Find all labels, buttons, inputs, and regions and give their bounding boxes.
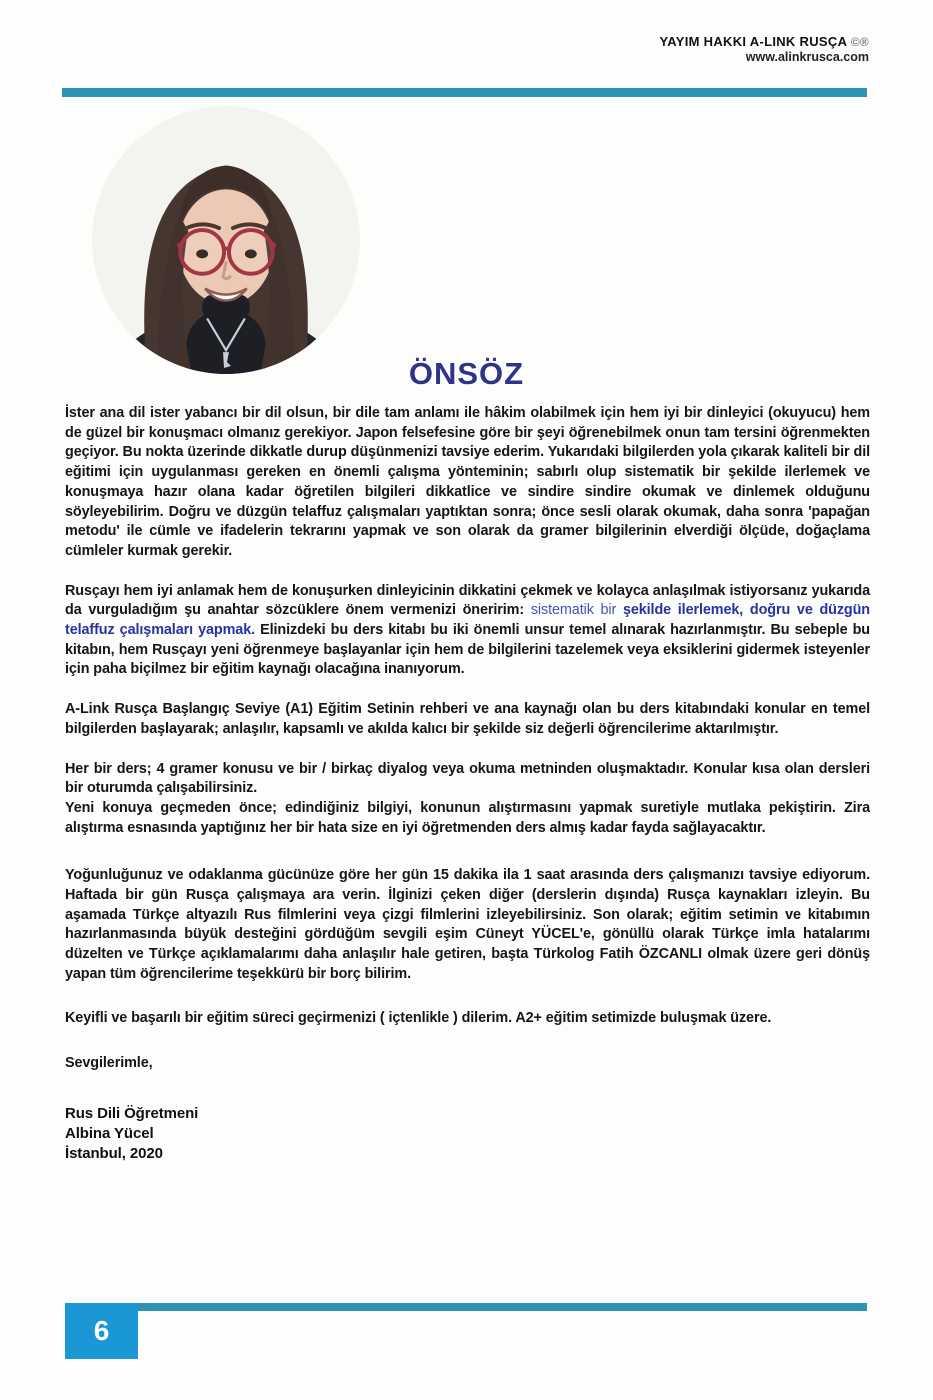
- paragraph-wishes: Keyifli ve başarılı bir eğitim süreci geçirmenizi ( içtenlikle ) dilerim. A2+ eğitim setimizde buluşmak üzere.: [65, 1009, 772, 1026]
- paragraph-lesson-structure: Her bir ders; 4 gramer konusu ve bir / birkaç diyalog veya okuma metninden oluşmaktadır. Konular kısa olan dersleri bir oturumda çalışabilirsiniz.: [65, 760, 870, 797]
- author-portrait-illustration: [92, 106, 360, 374]
- copyright-line: [659, 34, 869, 50]
- key-phrase-bold: şekilde ilerlemek, doğru ve düzgün telaffuz çalışmaları yapmak.: [65, 602, 870, 639]
- paragraph-key-advice-lead: Rusçayı hem iyi anlamak hem de konuşurken dinleyicinin dikkatini çekmek ve kolayca anlaşılmak istiyorsanız yukarıda da vurguladığım şu anahtar sözcüklere önem vermenizi öneririm:: [65, 582, 870, 619]
- paragraph-study-schedule: Yoğunluğunuz ve odaklanma gücünüze göre her gün 15 dakika ila 1 saat arasında ders çalışmanızı tavsiye ediyorum. Haftada bir gün Rusça çalışmaya ara verin. İlginizi çeken diğer (derslerin dışında) Rusça kaynakları izleyin. Bu aşamada Türkçe altyazılı Rus filmlerini veya çizgi filmlerini izleyebilirsiniz. Son olarak; eğitim setimin ve kitabımın hazırlanmasında büyük desteğini gördüğüm sevgili eşim Cüneyt YÜCEL'e, gönüllü olarak Türkçe imla hatalarımı düzelten ve Türkçe açıklamalarımı daha anlaşılır hale getiren, başta Türkolog Fatih ÖZCANLI olmak üzere geri dönüş yapan tüm öğrencilerime teşekkürü bir borç bilirim.: [65, 867, 870, 982]
- copyright-text: YAYIM HAKKI A-LINK RUSÇA: [659, 34, 847, 49]
- paragraph-key-advice-rest: Elinizdeki bu ders kitabı bu iki önemli unsur temel alınarak hazırlanmıştır. Bu sebeple bu kitabın, hem Rusçayı yeni öğrenmeye başlayanlar için hem de bilgilerini tazelemek veya eksiklerini gidermek isteyenler için paha biçilmez bir eğitim kaynağı olacağına inanıyorum.: [65, 622, 870, 678]
- signature-name: Albina Yücel: [65, 1124, 154, 1142]
- key-phrase-regular: sistematik bir: [530, 602, 623, 619]
- closing-salutation: Sevgilerimle,: [65, 1055, 153, 1072]
- copyright-symbols: ©®: [850, 35, 869, 49]
- paragraph-intro: İster ana dil ister yabancı bir dil olsun, bir dile tam anlamı ile hâkim olabilmek için hem iyi bir dinleyici (okuyucu) hem de güzel bir konuşmacı olmanız gerekiyor. Japon felsefesine göre bir şeyi öğrenebilmek onun tam tersini öğrenmekten geçiyor. Bu nokta üzerinde dikkatle durup düşünmenizi tavsiye ederim. Yukarıdaki bilgilerden yola çıkarak kaliteli bir dil eğitimi için uygulanması gereken en önemli çalışma yönteminin; sabırlı olup sistematik bir şekilde ilerlemek ve konuşmaya hazır olana kadar öğretilen bilgileri dikkatlice ve sindire sindire okumak ve dinlemek olduğunu söyleyebilirim. Doğru ve düzgün telaffuz çalışmaları yaptıktan sonra; önce sesli olarak okumak, daha sonra 'papağan metodu' ile cümle ve ifadelerin tekrarını yapmak ve son olarak da gramer bilgilerinin elverdiği ölçüde, doğaçlama cümleler kurmak gerekir.: [65, 405, 870, 559]
- signature-block: [65, 1104, 870, 1164]
- signature-role: Rus Dili Öğretmeni: [65, 1104, 199, 1122]
- paragraph-practice-advice: Yeni konuya geçmeden önce; edindiğiniz bilgiyi, konunun alıştırmasını yapmak suretiyle mutlaka pekiştirin. Zira alıştırma esnasında yaptığınız her bir hata size en iyi öğretmenden ders almış kadar fayda sağlayacaktır.: [65, 799, 870, 836]
- page-number: 6: [93, 1315, 110, 1346]
- signature-place-year: İstanbul, 2020: [65, 1144, 163, 1162]
- top-divider-line: [62, 88, 867, 97]
- page-title: ÖNSÖZ: [408, 356, 525, 391]
- bottom-divider-line: [65, 1303, 867, 1311]
- preface-body: [65, 404, 870, 1164]
- website-text: www.alinkrusca.com: [745, 50, 869, 64]
- page-number-box: [65, 1303, 138, 1359]
- paragraph-key-advice: [65, 582, 870, 681]
- author-portrait-photo: [92, 106, 360, 374]
- paragraph-book-scope: A-Link Rusça Başlangıç Seviye (A1) Eğitim Setinin rehberi ve ana kaynağı olan bu ders kitabındaki konular en temel bilgilerden başlayarak; anlaşılır, kapsamlı ve akılda kalıcı bir şekilde siz değerli öğrencilerime aktarılmıştır.: [65, 701, 870, 737]
- page-header: [659, 34, 869, 65]
